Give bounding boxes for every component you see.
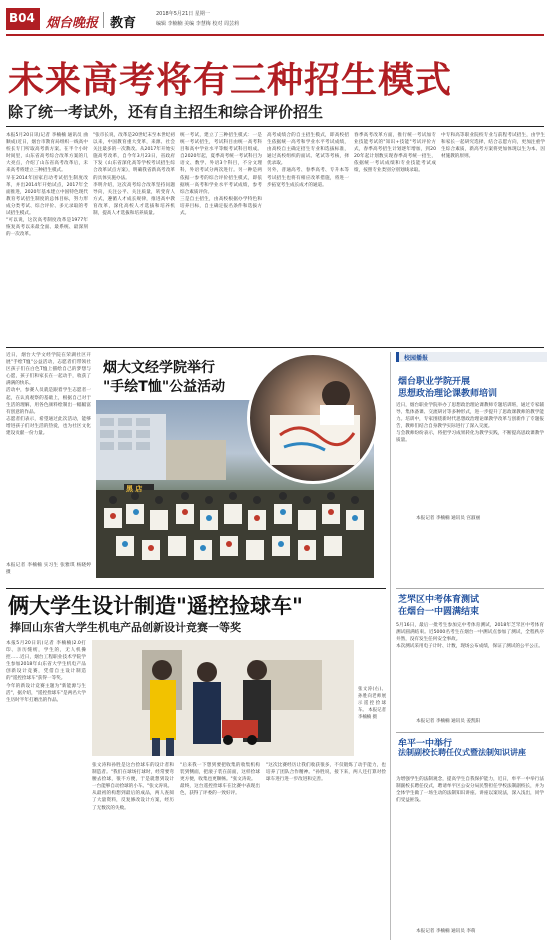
inset-photo-art: [250, 355, 376, 481]
mid-rule: [6, 347, 544, 348]
lead-column-5: 春季高考改革方面，推行统一考试加专业技能考试的"知识+技能"考试评价方式，春季高考招生计划逐年增加，到2020年起计划数实现春季高考统一招生，依据统一考试成绩和专业技能考试成绩，按照专业类别分别划线录取。: [354, 133, 436, 174]
activity-text: 近日，烟台大学文经学院在荣湖社区开展"手绘T恤"公益活动，志愿者们带领社区孩子们在白色T恤上描绘自己的梦想与心愿，孩子们和家长在一起动手，收获了满满的快乐。 活动中，参赛人员就是跟着学生志愿者一起，在认真观察的基础上，根据自己对于生活的理解，用各色颜料绘制出一幅幅富有创意的作品。 志愿者们表示，希望通过此次活动，能够增进孩子们对生活的热爱，也为社区文化建设贡献一份力量。: [6, 353, 91, 437]
shop-sign: 黑 店: [126, 485, 143, 493]
activity-headline-2: "手绘T恤"公益活动: [103, 379, 226, 395]
design-subheadline: 捧回山东省大学生机电产品创新设计竞赛一等奖: [10, 621, 241, 634]
news-divider-2: [396, 732, 544, 733]
news3-title-1: 牟平一中举行: [398, 739, 453, 749]
news1-text: 近日，烟台职业学院举办了思想政治理论课教师专题培训班，通过专家辅导、集体备课、交流研讨等多种形式，进一步提升了思政课教师的教学能力。培训中，专家围绕新时代思想政治理论课教学改革与创新作了专题报告，教师们结合自身教学实际进行了深入交流。 与会教师纷纷表示，将把学习成果转化为教学实践，不断提高思政课教学质量。: [396, 403, 544, 444]
design-column-2: 张文涛和孙胜是这台捡球车的设计者和制造者。"我们在球场打球时，经常要弯腰去捡球，很不方便，于是就想到设计一台能够自动捡球的小车。"张文涛说。 从最初的构想到最后的成品，两人查阅了大量资料，反复修改设计方案，经历了无数次的失败。: [92, 763, 174, 811]
news2-title-1: 芝罘区中考体育测试: [398, 595, 480, 605]
page-header: [6, 6, 544, 32]
section-name: 教育: [110, 16, 137, 31]
lead-column-2: "张市长说，改革是20世纪末至本世纪初以来，中国教育重大变革，来源、社会关注最多的一次教改。从2017年开始实施高考改革，自今年3月23日，省政府下发《山东省深化高等学校考试招生综合改革试点方案》，明确我省新高考改革的具体实施办法。 李明介绍，这次高考综合改革坚持问题导向，关注公平、关注质量，转变育人方式，遵循人才成长规律，推进高中教育改革，深化高校人才选拔和培养机制，提高人才选拔和培养质量。: [93, 133, 175, 217]
news1-byline: 本报记者 李楠楠 通讯员 宫淑丽: [416, 516, 481, 521]
lead-column-3: 统一考试，建立了三种招生模式：一是统一考试招生，考试科目由统一高考科目和高中学业水平等级考试科目组成。自2020年起，夏季高考统一考试科目为语文、数学、外语3个科目，不分文理科，外语考试分两次进行。另一种是两依据一参考的综合评价招生模式，即依据统一高考和学业水平考试成绩，参考综合素质评价。 三是自主招生，由高校根据办学特色和培养目标，自主确定报名条件和选拔方式。: [180, 133, 262, 217]
page-number: B04: [9, 11, 35, 25]
design-photo-art: [92, 640, 354, 756]
news2-byline: 本报记者 李楠楠 通讯员 姜凯阳: [416, 719, 481, 724]
paper-logo: 烟台晚报: [46, 16, 99, 31]
news-divider-1: [396, 588, 544, 589]
lead-column-6: 中专和高等职业院校专业与前程考试招生，由学生和家长一起研究选择，结合志愿方向，更加注重学生综合素质，新高考方案将更加体现以生为本、因材施教的原则。: [441, 133, 545, 160]
design-column-1: 本报5月20日讯(记者 李楠楠)2.0打印、亲历缝纫，学生的，无人机操控……近日，烟台工程职业技术学院学生参加2018年山东省大学生机电产品创新设计竞赛，凭借自主设计制造的"遥控捡球车"获得一等奖。 今年的新设计竞赛主题为"新能源与生活"，据介绍，"遥控捡球车"是两名大学生历时半年打磨出的作品。: [6, 641, 86, 703]
design-column-3: "后来我一下想到要把收集的收集机构装到侧面，把滚子装在前面，这样捡球更方便，收集也更顺畅。"张文涛说。 最终，这台遥控捡球车在比赛中表现出色，获得了评委的一致好评。: [180, 763, 260, 797]
lead-column-1: 本报5月20日讯(记者 李楠楠 通讯员 曲顺成)近日，烟台市教育局组织一线高中校长专门听取高考新方案。在半个小时时间里，山东省高考综合改革方案的几大亮点，介绍了山东省高考改革后，未来高考将建立三种招生模式。 早在2014年国家启动考试招生制度改革，并出2014年开始试点，2017年全面推进，2020年基本建立中国特色现代教育考试招生制度的总体目标，努力形成分类考试、综合评价、多元录取的考试招生模式。 "可以说，这次高考制度改革是1977年恢复高考以来最全面、最系统、最深刻的一次改革。: [6, 133, 88, 238]
activity-inset-photo: [247, 352, 379, 484]
news3-byline: 本报记者 李楠楠 通讯员 李萌: [416, 929, 476, 934]
lead-column-4: 高考成绩合的自主招生模式，即高校招生依据统一高考和学业水平考试成绩，由高校自主确定招生专业和选拔标准，通过高校组织的面试、笔试等考核，择优录取。 另外，普通高考、春季高考、专升本等考试招生也将有相应改革措施，将进一步拓宽考生成长成才的通道。: [267, 133, 349, 188]
header-divider: [103, 12, 104, 28]
news2-text: 5月16日，最后一批考生参加完中考体育测试，2018年芝罘区中考体育测试圆满结束。近5000名考生在烟台一中测试点参加了测试，全程秩序井然，没有发生任何安全事故。 本次测试采用电子计时、计数，现场公布成绩，保证了测试的公平公正。: [396, 623, 544, 650]
news3-text: 为增强学生的法制观念，提高学生自我保护能力，近日，牟平一中举行法制副校长聘任仪式，聘请牟平区公安分局民警担任学校法制副校长，并为全体学生做了一场生动的法制知识讲座。讲座以案说法，深入浅出，同学们受益匪浅。: [396, 777, 544, 804]
design-rule: [6, 588, 386, 589]
header-rule: [6, 34, 544, 36]
staff-credits: 编辑 李楠楠 美编 李慧梅 校对 周芸莉: [156, 21, 239, 27]
news3-title-2: 法制副校长聘任仪式暨法制知识讲座: [398, 748, 526, 757]
activity-headline-1: 烟大文经学院举行: [103, 360, 215, 376]
design-photo-caption: 张文涛(右)、孙胜向老师展示遥控捡球车。 本报记者 李楠楠 摄: [358, 687, 386, 721]
activity-byline: 本报记者 李楠楠 实习生 张雅琪 杨晓婷 摄: [6, 563, 91, 576]
design-headline: 俩大学生设计制造"遥控捡球车": [8, 594, 303, 618]
lead-subheadline: 除了统一考试外，还有自主招生和综合评价招生: [8, 103, 324, 121]
news1-title-2: 思想政治理论课教师培训: [398, 389, 498, 399]
campus-news-header: 校园播报: [404, 355, 429, 362]
news2-title-2: 在烟台一中圆满结束: [398, 607, 480, 617]
news1-title-1: 烟台职业学院开展: [398, 377, 471, 387]
column-divider: [390, 352, 391, 940]
design-column-4: "这次比赛经历让我们收获很多，不仅锻炼了动手能力，也培养了团队合作精神。"孙胜说，接下来，两人还打算对捡球车进行进一步改进和完善。: [266, 763, 386, 783]
lead-headline: 未来高考将有三种招生模式: [8, 60, 453, 101]
design-photo: [92, 640, 354, 756]
campus-news-column: [396, 352, 544, 942]
issue-date: 2018年5月21日 星期一: [156, 11, 210, 17]
lead-rule: [6, 126, 544, 127]
